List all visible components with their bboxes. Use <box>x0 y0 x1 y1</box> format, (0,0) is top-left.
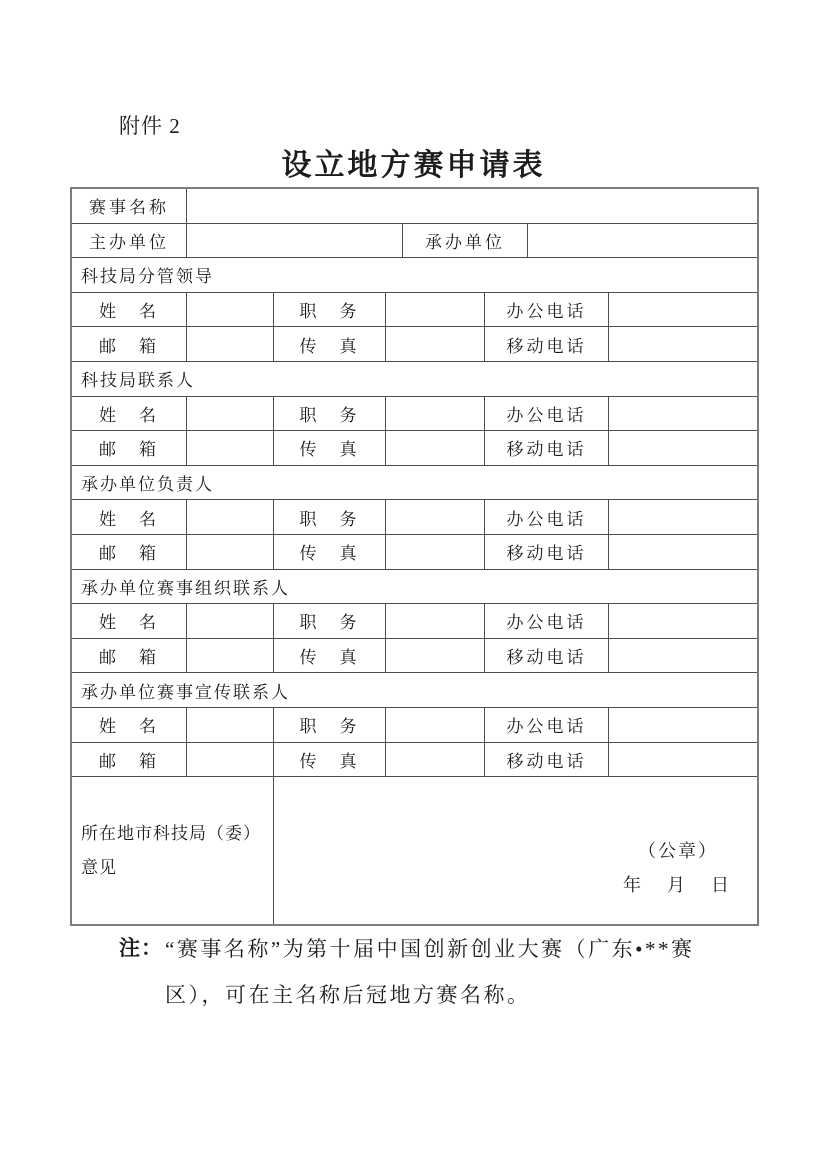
mobile-phone-value-cell[interactable] <box>609 535 757 569</box>
page-title: 设立地方赛申请表 <box>281 149 546 182</box>
email-value-cell[interactable] <box>187 327 274 361</box>
title-value-cell[interactable] <box>386 397 485 431</box>
title-value-cell[interactable] <box>386 604 485 638</box>
name-label: 姓 名 <box>72 397 187 431</box>
name-value-cell[interactable] <box>187 500 274 534</box>
fax-label: 传 真 <box>274 639 386 673</box>
title-value-cell[interactable] <box>386 708 485 742</box>
title-label: 职 务 <box>274 397 386 431</box>
person-email-row <box>72 743 757 778</box>
opinion-value-cell[interactable] <box>274 777 757 924</box>
email-value-cell[interactable] <box>187 535 274 569</box>
title-label: 职 务 <box>274 500 386 534</box>
footnote <box>119 926 695 1018</box>
section-header-row <box>72 570 757 605</box>
office-phone-value-cell[interactable] <box>609 708 757 742</box>
date-line-label: 年 月 日 <box>623 875 733 896</box>
fax-value-cell[interactable] <box>386 743 485 777</box>
title-label: 职 务 <box>274 293 386 327</box>
organizer-value-cell[interactable] <box>528 224 757 258</box>
section-header-row <box>72 673 757 708</box>
stamp-block <box>623 834 733 902</box>
email-value-cell[interactable] <box>187 639 274 673</box>
section-header-row <box>72 258 757 293</box>
office-phone-value-cell[interactable] <box>609 397 757 431</box>
title-label: 职 务 <box>274 708 386 742</box>
host-unit-label: 主办单位 <box>72 224 187 258</box>
person-email-row <box>72 535 757 570</box>
name-value-cell[interactable] <box>187 397 274 431</box>
footnote-prefix: 注： <box>119 937 163 960</box>
section-header-row <box>72 362 757 397</box>
person-name-row <box>72 604 757 639</box>
person-name-row <box>72 293 757 328</box>
host-unit-value-cell[interactable] <box>187 224 403 258</box>
mobile-phone-value-cell[interactable] <box>609 327 757 361</box>
opinion-row <box>72 777 757 924</box>
office-phone-label: 办公电话 <box>485 293 609 327</box>
mobile-phone-label: 移动电话 <box>485 743 609 777</box>
email-label: 邮 箱 <box>72 743 187 777</box>
attachment-label: 附件 2 <box>119 114 181 138</box>
office-phone-value-cell[interactable] <box>609 500 757 534</box>
section-header-organizer-head: 承办单位负责人 <box>81 475 214 495</box>
section-header-row <box>72 466 757 501</box>
name-value-cell[interactable] <box>187 604 274 638</box>
event-name-row <box>72 189 757 224</box>
section-header-tech-bureau-contact: 科技局联系人 <box>81 371 195 391</box>
office-phone-label: 办公电话 <box>485 500 609 534</box>
email-value-cell[interactable] <box>187 431 274 465</box>
office-phone-value-cell[interactable] <box>609 604 757 638</box>
fax-value-cell[interactable] <box>386 431 485 465</box>
person-name-row <box>72 708 757 743</box>
fax-label: 传 真 <box>274 743 386 777</box>
title-value-cell[interactable] <box>386 500 485 534</box>
email-label: 邮 箱 <box>72 327 187 361</box>
mobile-phone-value-cell[interactable] <box>609 639 757 673</box>
fax-value-cell[interactable] <box>386 535 485 569</box>
event-name-label: 赛事名称 <box>72 189 187 223</box>
person-email-row <box>72 431 757 466</box>
name-label: 姓 名 <box>72 500 187 534</box>
application-form-table <box>70 187 759 926</box>
fax-label: 传 真 <box>274 327 386 361</box>
office-phone-label: 办公电话 <box>485 397 609 431</box>
fax-label: 传 真 <box>274 431 386 465</box>
event-name-value-cell[interactable] <box>187 189 757 223</box>
name-value-cell[interactable] <box>187 708 274 742</box>
footnote-line-2: 区），可在主名称后冠地方赛名称。 <box>165 983 531 1007</box>
organizer-label: 承办单位 <box>403 224 528 258</box>
title-label: 职 务 <box>274 604 386 638</box>
host-organizer-row <box>72 224 757 259</box>
mobile-phone-label: 移动电话 <box>485 535 609 569</box>
email-label: 邮 箱 <box>72 535 187 569</box>
name-label: 姓 名 <box>72 708 187 742</box>
mobile-phone-value-cell[interactable] <box>609 743 757 777</box>
office-phone-label: 办公电话 <box>485 604 609 638</box>
person-email-row <box>72 639 757 674</box>
footnote-body <box>165 926 695 1018</box>
section-header-organizer-publicity-contact: 承办单位赛事宣传联系人 <box>81 682 290 702</box>
email-value-cell[interactable] <box>187 743 274 777</box>
person-name-row <box>72 500 757 535</box>
person-name-row <box>72 397 757 432</box>
name-label: 姓 名 <box>72 293 187 327</box>
office-phone-value-cell[interactable] <box>609 293 757 327</box>
email-label: 邮 箱 <box>72 639 187 673</box>
name-value-cell[interactable] <box>187 293 274 327</box>
footnote-line-1: “赛事名称”为第十届中国创新创业大赛（广东•**赛 <box>165 937 695 961</box>
fax-value-cell[interactable] <box>386 639 485 673</box>
fax-value-cell[interactable] <box>386 327 485 361</box>
fax-label: 传 真 <box>274 535 386 569</box>
person-email-row <box>72 327 757 362</box>
mobile-phone-label: 移动电话 <box>485 639 609 673</box>
name-label: 姓 名 <box>72 604 187 638</box>
section-header-tech-bureau-leader: 科技局分管领导 <box>81 267 214 287</box>
mobile-phone-label: 移动电话 <box>485 327 609 361</box>
opinion-label: 所在地市科技局（委）意见 <box>72 777 274 924</box>
office-phone-label: 办公电话 <box>485 708 609 742</box>
section-header-organizer-event-contact: 承办单位赛事组织联系人 <box>81 578 290 598</box>
email-label: 邮 箱 <box>72 431 187 465</box>
official-seal-label: （公章） <box>638 841 718 862</box>
mobile-phone-label: 移动电话 <box>485 431 609 465</box>
title-value-cell[interactable] <box>386 293 485 327</box>
mobile-phone-value-cell[interactable] <box>609 431 757 465</box>
